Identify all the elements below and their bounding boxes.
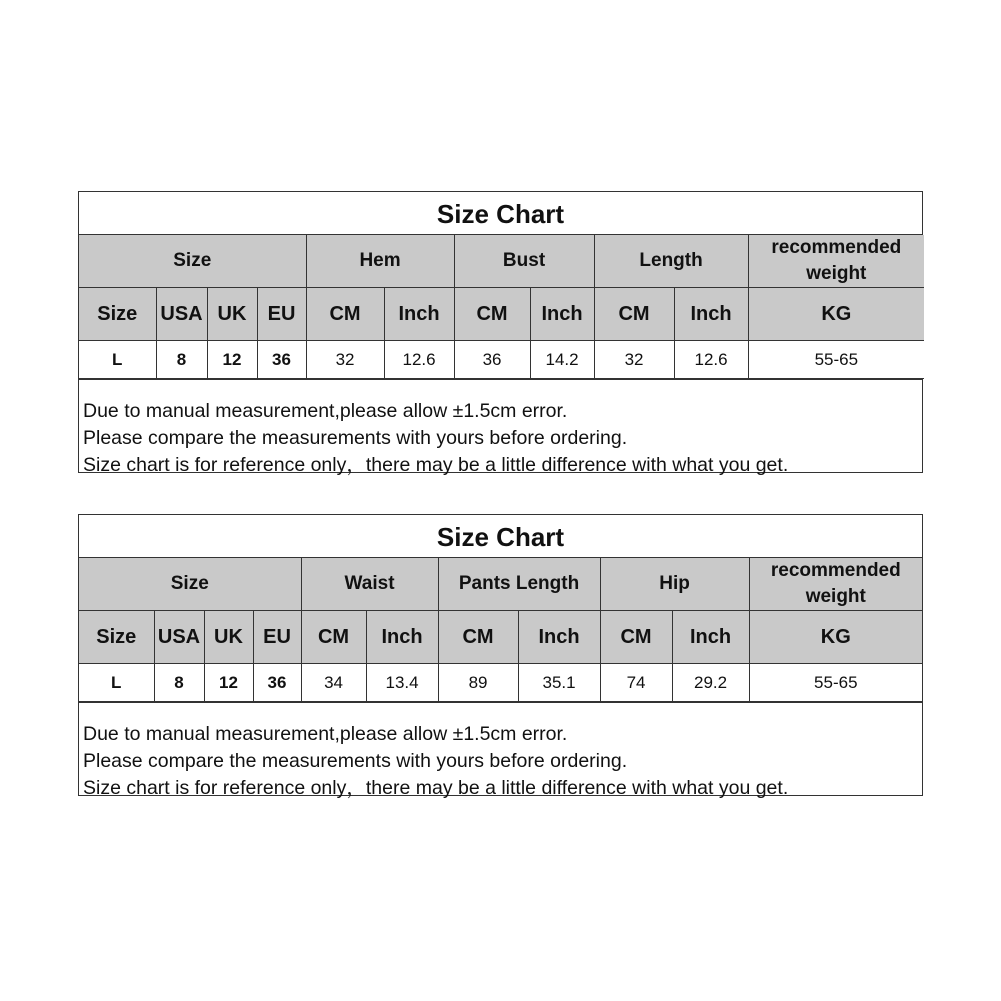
chart-title: Size Chart — [79, 515, 922, 558]
subheader-row — [79, 288, 924, 341]
note-line: Size chart is for reference only，there may be a little difference with what you get. — [83, 454, 789, 476]
subheader-cell: Size — [79, 288, 156, 341]
table-cell: 8 — [156, 341, 207, 379]
table-cell: 13.4 — [366, 664, 438, 702]
table-cell: 32 — [306, 341, 384, 379]
note-line: Due to manual measurement,please allow ±1.5cm error. — [83, 723, 568, 745]
subheader-cell: Inch — [530, 288, 594, 341]
table-row — [79, 664, 922, 702]
size-chart-top — [78, 191, 923, 476]
subheader-cell: Inch — [674, 288, 748, 341]
table-cell: 55-65 — [749, 664, 922, 702]
group-size: Size — [79, 235, 306, 288]
note-line: Due to manual measurement,please allow ±1.5cm error. — [83, 400, 568, 422]
table-cell: 32 — [594, 341, 674, 379]
table-cell: 36 — [253, 664, 301, 702]
size-table — [79, 235, 924, 379]
subheader-cell: CM — [438, 611, 518, 664]
table-cell: 12.6 — [674, 341, 748, 379]
table-cell: 8 — [154, 664, 204, 702]
subheader-cell: Inch — [366, 611, 438, 664]
note-line: Please compare the measurements with yours before ordering. — [83, 427, 628, 449]
subheader-cell: Inch — [672, 611, 749, 664]
group-bust: Bust — [454, 235, 594, 288]
subheader-cell: Size — [79, 611, 154, 664]
table-cell: L — [79, 664, 154, 702]
note-line: Size chart is for reference only，there may be a little difference with what you get. — [83, 777, 789, 799]
chart-title: Size Chart — [79, 192, 922, 235]
subheader-cell: EU — [257, 288, 306, 341]
table-cell: 12.6 — [384, 341, 454, 379]
table-cell: 29.2 — [672, 664, 749, 702]
subheader-cell: CM — [301, 611, 366, 664]
group-hem: Hem — [306, 235, 454, 288]
group-length: Length — [594, 235, 748, 288]
note-line: Please compare the measurements with yours before ordering. — [83, 750, 628, 772]
group-recommended-weight: recommended weight — [749, 558, 922, 611]
subheader-cell: CM — [594, 288, 674, 341]
subheader-cell: UK — [204, 611, 253, 664]
subheader-cell: Inch — [518, 611, 600, 664]
group-waist: Waist — [301, 558, 438, 611]
table-cell: 74 — [600, 664, 672, 702]
subheader-cell: CM — [454, 288, 530, 341]
subheader-cell: KG — [748, 288, 924, 341]
table-cell: 12 — [207, 341, 257, 379]
table-row — [79, 341, 924, 379]
group-hip: Hip — [600, 558, 749, 611]
notes — [79, 379, 922, 476]
group-header-row — [79, 235, 924, 288]
table-cell: 34 — [301, 664, 366, 702]
table-cell: 55-65 — [748, 341, 924, 379]
subheader-cell: CM — [306, 288, 384, 341]
table-cell: L — [79, 341, 156, 379]
table-cell: 14.2 — [530, 341, 594, 379]
subheader-cell: EU — [253, 611, 301, 664]
table-cell: 36 — [454, 341, 530, 379]
group-size: Size — [79, 558, 301, 611]
size-chart-bottom — [78, 514, 923, 799]
group-pants-length: Pants Length — [438, 558, 600, 611]
subheader-cell: USA — [156, 288, 207, 341]
group-header-row — [79, 558, 922, 611]
subheader-cell: USA — [154, 611, 204, 664]
table-cell: 12 — [204, 664, 253, 702]
subheader-cell: KG — [749, 611, 922, 664]
subheader-row — [79, 611, 922, 664]
table-cell: 36 — [257, 341, 306, 379]
table-cell: 89 — [438, 664, 518, 702]
subheader-cell: UK — [207, 288, 257, 341]
subheader-cell: Inch — [384, 288, 454, 341]
subheader-cell: CM — [600, 611, 672, 664]
size-table — [79, 558, 922, 702]
notes — [79, 702, 922, 799]
group-recommended-weight: recommended weight — [748, 235, 924, 288]
table-cell: 35.1 — [518, 664, 600, 702]
